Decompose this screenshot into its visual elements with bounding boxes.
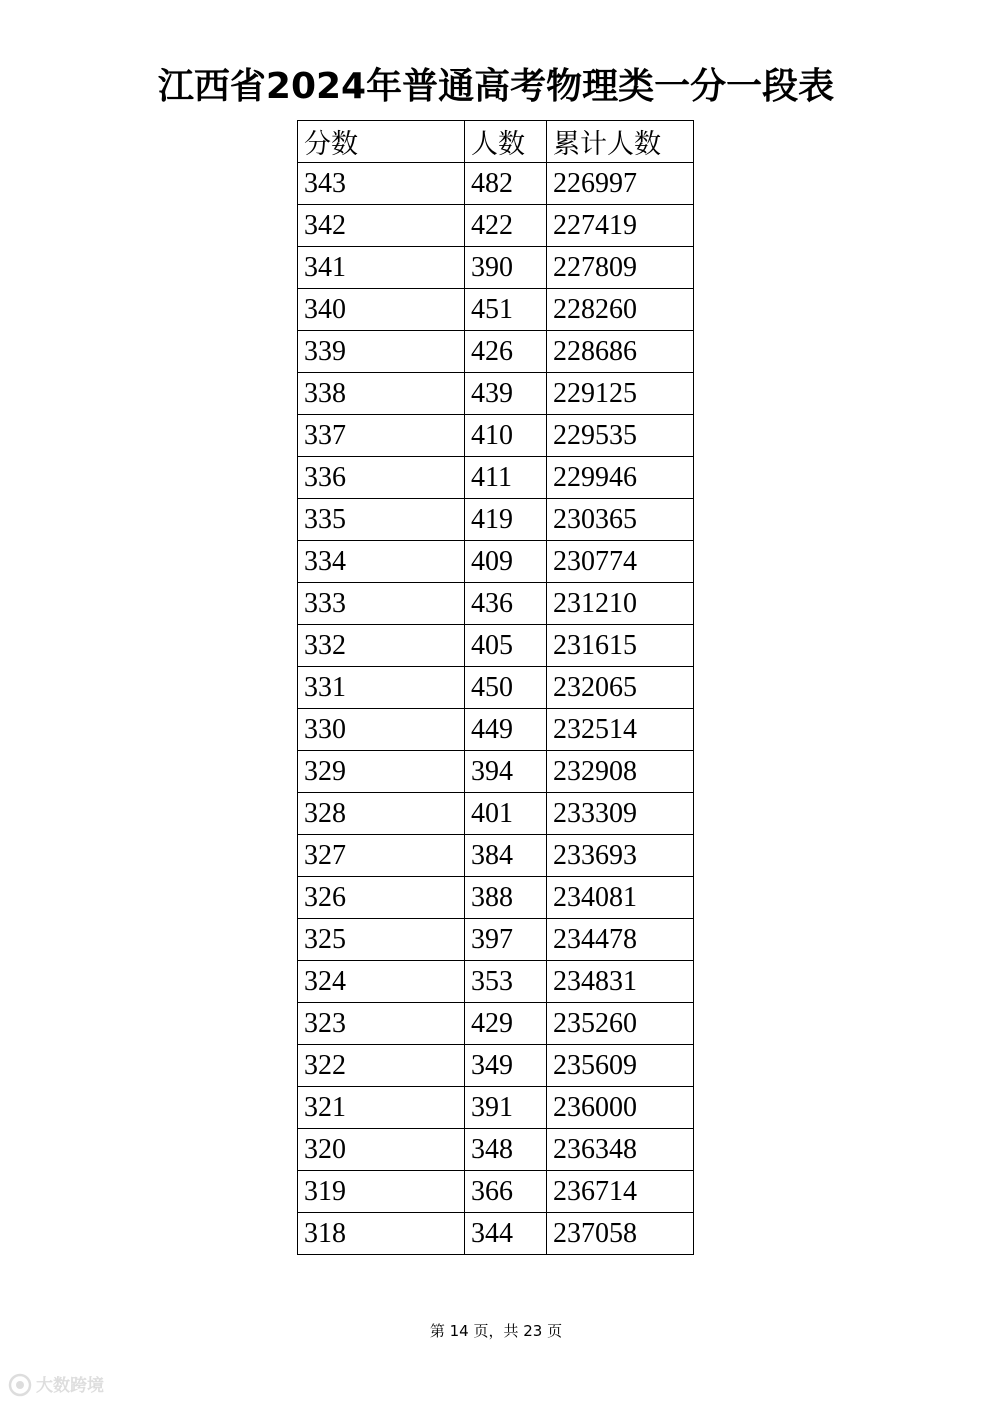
row-count: 353 xyxy=(465,961,547,1003)
row-cumulative: 231615 xyxy=(547,625,694,667)
row-cumulative: 234831 xyxy=(547,961,694,1003)
row-count: 419 xyxy=(465,499,547,541)
row-score: 324 xyxy=(298,961,465,1003)
row-cumulative: 228260 xyxy=(547,289,694,331)
row-count: 409 xyxy=(465,541,547,583)
row-score: 343 xyxy=(298,163,465,205)
header-score: 分数 xyxy=(298,121,465,163)
row-score: 331 xyxy=(298,667,465,709)
score-table xyxy=(297,120,694,1255)
row-count: 451 xyxy=(465,289,547,331)
row-cumulative: 236714 xyxy=(547,1171,694,1213)
row-count: 348 xyxy=(465,1129,547,1171)
table-row xyxy=(298,625,694,667)
row-score: 339 xyxy=(298,331,465,373)
row-cumulative: 236000 xyxy=(547,1087,694,1129)
row-score: 319 xyxy=(298,1171,465,1213)
row-count: 436 xyxy=(465,583,547,625)
row-count: 394 xyxy=(465,751,547,793)
row-count: 450 xyxy=(465,667,547,709)
row-count: 429 xyxy=(465,1003,547,1045)
table-row xyxy=(298,541,694,583)
row-cumulative: 237058 xyxy=(547,1213,694,1255)
table-row xyxy=(298,751,694,793)
row-count: 422 xyxy=(465,205,547,247)
row-cumulative: 227419 xyxy=(547,205,694,247)
header-row xyxy=(298,121,694,163)
row-count: 482 xyxy=(465,163,547,205)
row-score: 318 xyxy=(298,1213,465,1255)
row-score: 336 xyxy=(298,457,465,499)
row-score: 323 xyxy=(298,1003,465,1045)
row-count: 405 xyxy=(465,625,547,667)
row-score: 333 xyxy=(298,583,465,625)
table-row xyxy=(298,499,694,541)
row-cumulative: 232514 xyxy=(547,709,694,751)
table-row xyxy=(298,1171,694,1213)
row-count: 397 xyxy=(465,919,547,961)
row-cumulative: 230774 xyxy=(547,541,694,583)
row-cumulative: 231210 xyxy=(547,583,694,625)
header-cumulative: 累计人数 xyxy=(547,121,694,163)
row-score: 340 xyxy=(298,289,465,331)
row-score: 321 xyxy=(298,1087,465,1129)
table-row xyxy=(298,415,694,457)
table-row xyxy=(298,205,694,247)
table-header xyxy=(298,121,694,163)
row-score: 328 xyxy=(298,793,465,835)
row-score: 329 xyxy=(298,751,465,793)
row-count: 349 xyxy=(465,1045,547,1087)
row-count: 344 xyxy=(465,1213,547,1255)
page-title: 江西省2024年普通高考物理类一分一段表 xyxy=(157,66,835,107)
row-cumulative: 234478 xyxy=(547,919,694,961)
row-count: 411 xyxy=(465,457,547,499)
table-row xyxy=(298,457,694,499)
row-cumulative: 232908 xyxy=(547,751,694,793)
watermark-text: 大数跨境 xyxy=(36,1376,104,1396)
row-count: 388 xyxy=(465,877,547,919)
row-score: 342 xyxy=(298,205,465,247)
table-row xyxy=(298,1129,694,1171)
row-count: 449 xyxy=(465,709,547,751)
row-score: 325 xyxy=(298,919,465,961)
row-cumulative: 234081 xyxy=(547,877,694,919)
table-row xyxy=(298,373,694,415)
row-cumulative: 229535 xyxy=(547,415,694,457)
row-count: 401 xyxy=(465,793,547,835)
table-row xyxy=(298,835,694,877)
row-cumulative: 233693 xyxy=(547,835,694,877)
page-footer: 第 14 页，共 23 页 xyxy=(429,1322,563,1340)
table-row xyxy=(298,247,694,289)
row-score: 337 xyxy=(298,415,465,457)
table-row xyxy=(298,289,694,331)
row-score: 335 xyxy=(298,499,465,541)
row-cumulative: 232065 xyxy=(547,667,694,709)
row-count: 410 xyxy=(465,415,547,457)
table-row xyxy=(298,1045,694,1087)
table-body xyxy=(298,163,694,1255)
table-row xyxy=(298,667,694,709)
row-cumulative: 226997 xyxy=(547,163,694,205)
table-row xyxy=(298,877,694,919)
table-row xyxy=(298,331,694,373)
row-score: 326 xyxy=(298,877,465,919)
row-score: 332 xyxy=(298,625,465,667)
table-row xyxy=(298,583,694,625)
row-score: 320 xyxy=(298,1129,465,1171)
row-score: 338 xyxy=(298,373,465,415)
row-cumulative: 230365 xyxy=(547,499,694,541)
row-cumulative: 229125 xyxy=(547,373,694,415)
table-row xyxy=(298,793,694,835)
row-count: 391 xyxy=(465,1087,547,1129)
watermark xyxy=(8,1372,128,1398)
table-row xyxy=(298,919,694,961)
row-count: 366 xyxy=(465,1171,547,1213)
table-row xyxy=(298,163,694,205)
row-count: 390 xyxy=(465,247,547,289)
table-row xyxy=(298,709,694,751)
row-count: 439 xyxy=(465,373,547,415)
brand-logo-icon xyxy=(8,1372,128,1398)
row-score: 327 xyxy=(298,835,465,877)
row-score: 334 xyxy=(298,541,465,583)
table-row xyxy=(298,1087,694,1129)
row-score: 341 xyxy=(298,247,465,289)
row-cumulative: 227809 xyxy=(547,247,694,289)
table-row xyxy=(298,961,694,1003)
row-count: 426 xyxy=(465,331,547,373)
table-row xyxy=(298,1213,694,1255)
row-cumulative: 229946 xyxy=(547,457,694,499)
row-cumulative: 235609 xyxy=(547,1045,694,1087)
row-score: 322 xyxy=(298,1045,465,1087)
row-cumulative: 235260 xyxy=(547,1003,694,1045)
row-cumulative: 233309 xyxy=(547,793,694,835)
row-cumulative: 228686 xyxy=(547,331,694,373)
table-row xyxy=(298,1003,694,1045)
row-count: 384 xyxy=(465,835,547,877)
row-cumulative: 236348 xyxy=(547,1129,694,1171)
header-count: 人数 xyxy=(465,121,547,163)
row-score: 330 xyxy=(298,709,465,751)
